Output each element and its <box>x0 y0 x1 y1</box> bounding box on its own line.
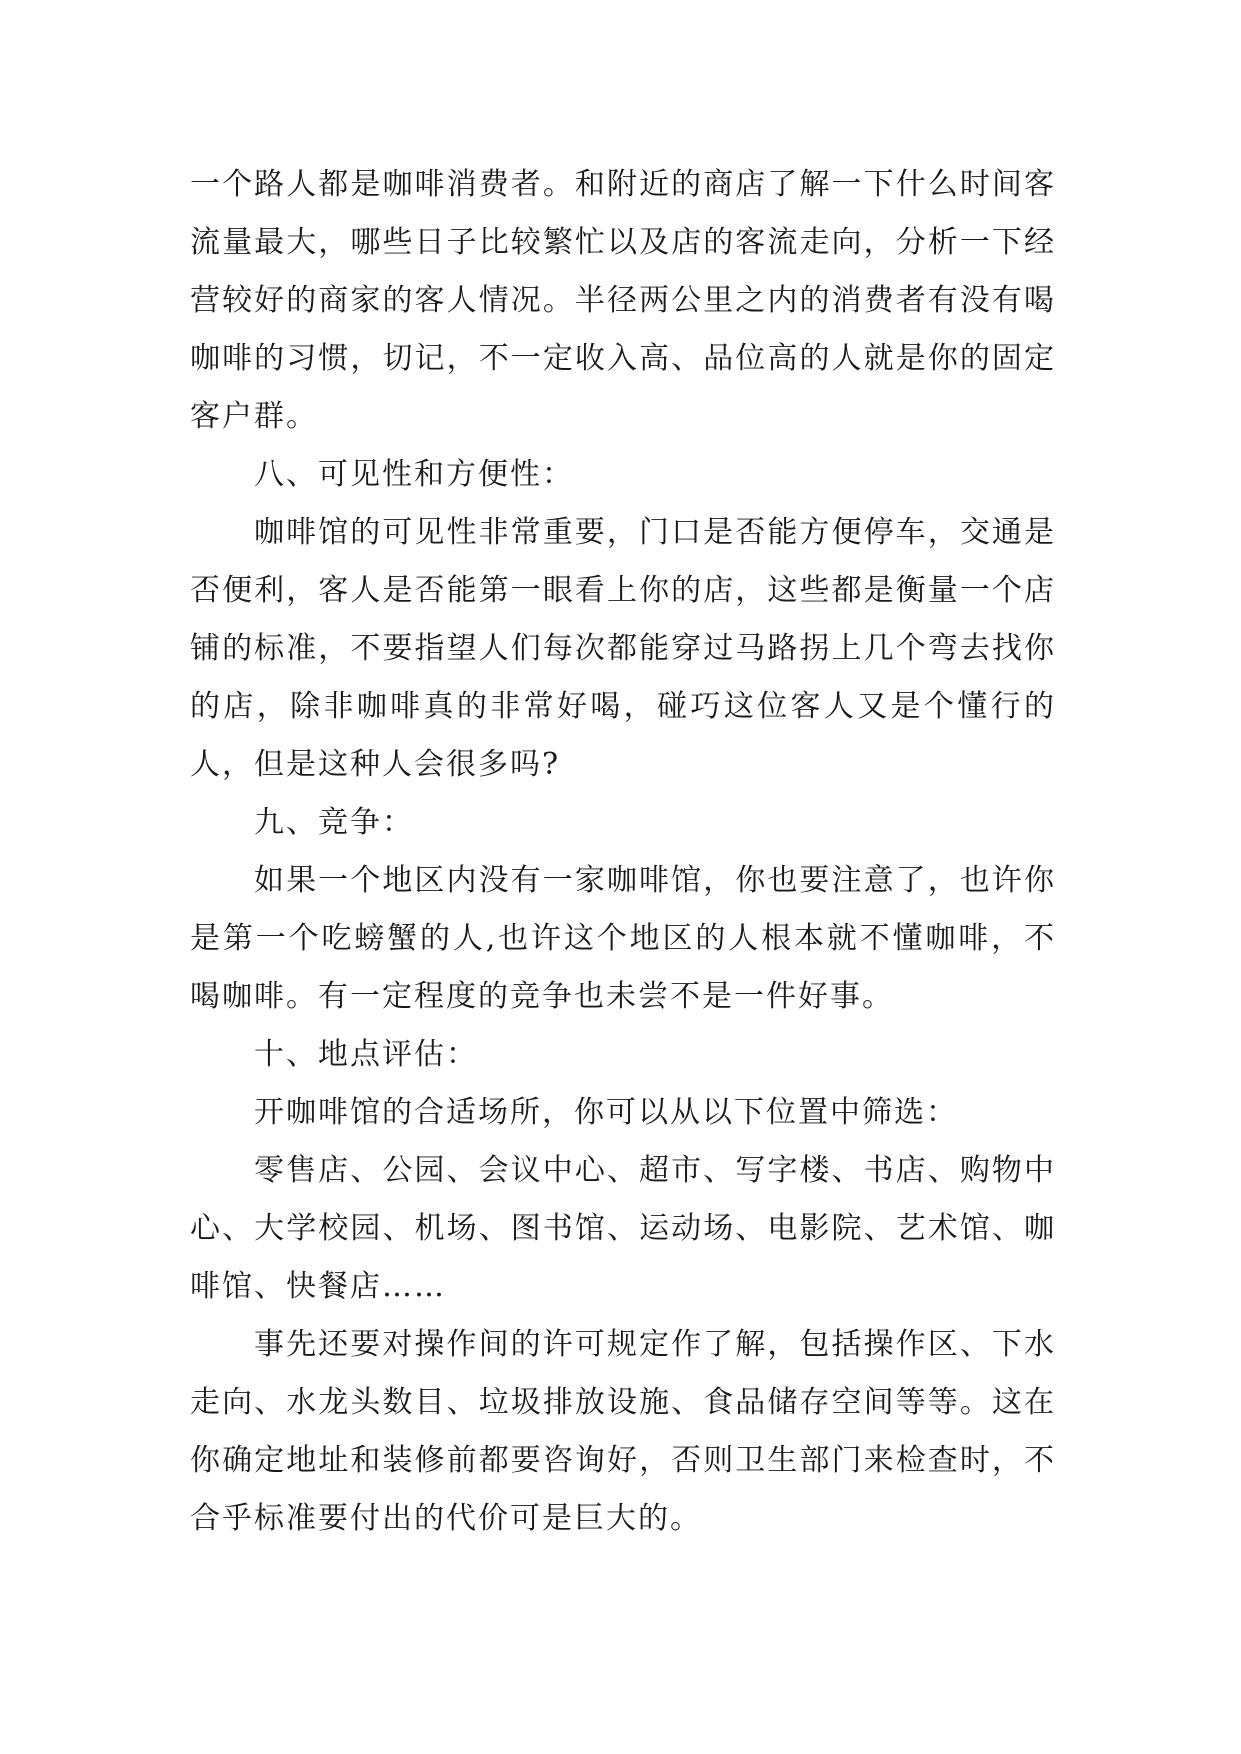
paragraph-competition: 如果一个地区内没有一家咖啡馆，你也要注意了，也许你是第一个吃螃蟹的人,也许这个地区的人根本就不懂咖啡，不喝咖啡。有一定程度的竞争也未尝不是一件好事。 <box>190 863 1056 1014</box>
paragraph-continuation: 一个路人都是咖啡消费者。和附近的商店了解一下什么时间客流量最大，哪些日子比较繁忙以及店的客流走向，分析一下经营较好的商家的客人情况。半径两公里之内的消费者有没有喝咖啡的习惯，切记，不一定收入高、品位高的人就是你的固定客户群。 <box>190 167 1056 434</box>
paragraph-location-list: 零售店、公园、会议中心、超市、写字楼、书店、购物中心、大学校园、机场、图书馆、运动场、电影院、艺术馆、咖啡馆、快餐店…… <box>190 1153 1056 1304</box>
section-heading-location: 十、地点评估： <box>254 1037 478 1072</box>
paragraph-location-intro: 开咖啡馆的合适场所，你可以从以下位置中筛选： <box>254 1095 958 1130</box>
section-heading-visibility: 八、可见性和方便性： <box>254 457 574 492</box>
paragraph-visibility: 咖啡馆的可见性非常重要，门口是否能方便停车，交通是否便利，客人是否能第一眼看上你的店，这些都是衡量一个店铺的标准，不要指望人们每次都能穿过马路拐上几个弯去找你的店，除非咖啡真的非常好喝，碰巧这位客人又是个懂行的人，但是这种人会很多吗? <box>190 515 1056 782</box>
paragraph-permits: 事先还要对操作间的许可规定作了解，包括操作区、下水走向、水龙头数目、垃圾排放设施、食品储存空间等等。这在你确定地址和装修前都要咨询好，否则卫生部门来检查时，不合乎标准要付出的代价可是巨大的。 <box>190 1327 1056 1536</box>
document-body <box>190 156 1056 1548</box>
section-heading-competition: 九、竞争： <box>254 805 414 840</box>
